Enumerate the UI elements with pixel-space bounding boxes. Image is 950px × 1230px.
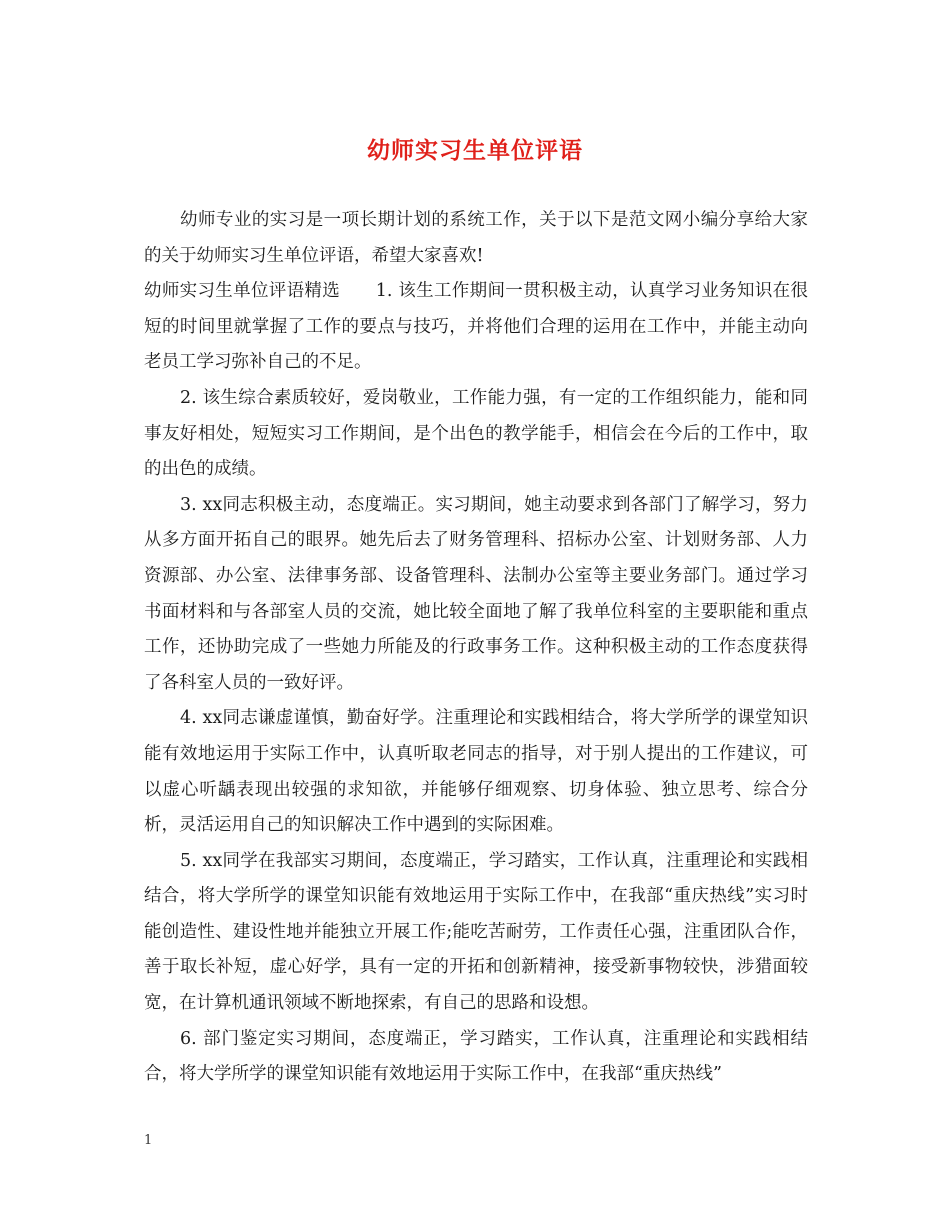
paragraph-6: 6. 部门鉴定实习期间，态度端正，学习踏实，工作认真，注重理论和实践相结合，将大学所学的课堂知识能有效地运用于实际工作中，在我部“重庆热线” (144, 1028, 808, 1085)
intro-paragraph: 幼师专业的实习是一项长期计划的系统工作，关于以下是范文网小编分享给大家的关于幼师实习生单位评语，希望大家喜欢! (144, 210, 808, 266)
paragraph-1: 幼师实习生单位评语精选 1. 该生工作期间一贯积极主动，认真学习业务知识在很短的时间里就掌握了工作的要点与技巧，并将他们合理的运用在工作中，并能主动向老员工学习弥补自己的不足。 (144, 281, 808, 373)
page-number: 1 (144, 1133, 153, 1148)
paragraph-3: 3. xx同志积极主动，态度端正。实习期间，她主动要求到各部门了解学习，努力从多方面开拓自己的眼界。她先后去了财务管理科、招标办公室、计划财务部、人力资源部、办公室、法律事务部、设备管理科、法制办公室等主要业务部门。通过学习书面材料和与各部室人员的交流，她比较全面地了解了我单位科室的主要职能和重点工作，还协助完成了一些她力所能及的行政事务工作。这种积极主动的工作态度获得了各科室人员的一致好评。 (144, 494, 808, 693)
document-title: 幼师实习生单位评语 (367, 137, 583, 164)
document-body (144, 203, 808, 1093)
paragraph-5: 5. xx同学在我部实习期间，态度端正，学习踏实，工作认真，注重理论和实践相结合，将大学所学的课堂知识能有效地运用于实际工作中，在我部“重庆热线”实习时能创造性、建设性地并能独立开展工作;能吃苦耐劳，工作责任心强，注重团队合作，善于取长补短，虚心好学，具有一定的开拓和创新精神，接受新事物较快，涉猎面较宽，在计算机通讯领域不断地探索，有自己的思路和设想。 (144, 850, 808, 1014)
paragraph-2: 2. 该生综合素质较好，爱岗敬业，工作能力强，有一定的工作组织能力，能和同事友好相处，短短实习工作期间，是个出色的教学能手，相信会在今后的工作中，取的出色的成绩。 (144, 387, 808, 480)
paragraph-4: 4. xx同志谦虚谨慎，勤奋好学。注重理论和实践相结合，将大学所学的课堂知识能有效地运用于实际工作中，认真听取老同志的指导，对于别人提出的工作建议，可以虚心听龋表现出较强的求知欲，并能够仔细观察、切身体验、独立思考、综合分析，灵活运用自己的知识解决工作中遇到的实际困难。 (144, 708, 808, 836)
